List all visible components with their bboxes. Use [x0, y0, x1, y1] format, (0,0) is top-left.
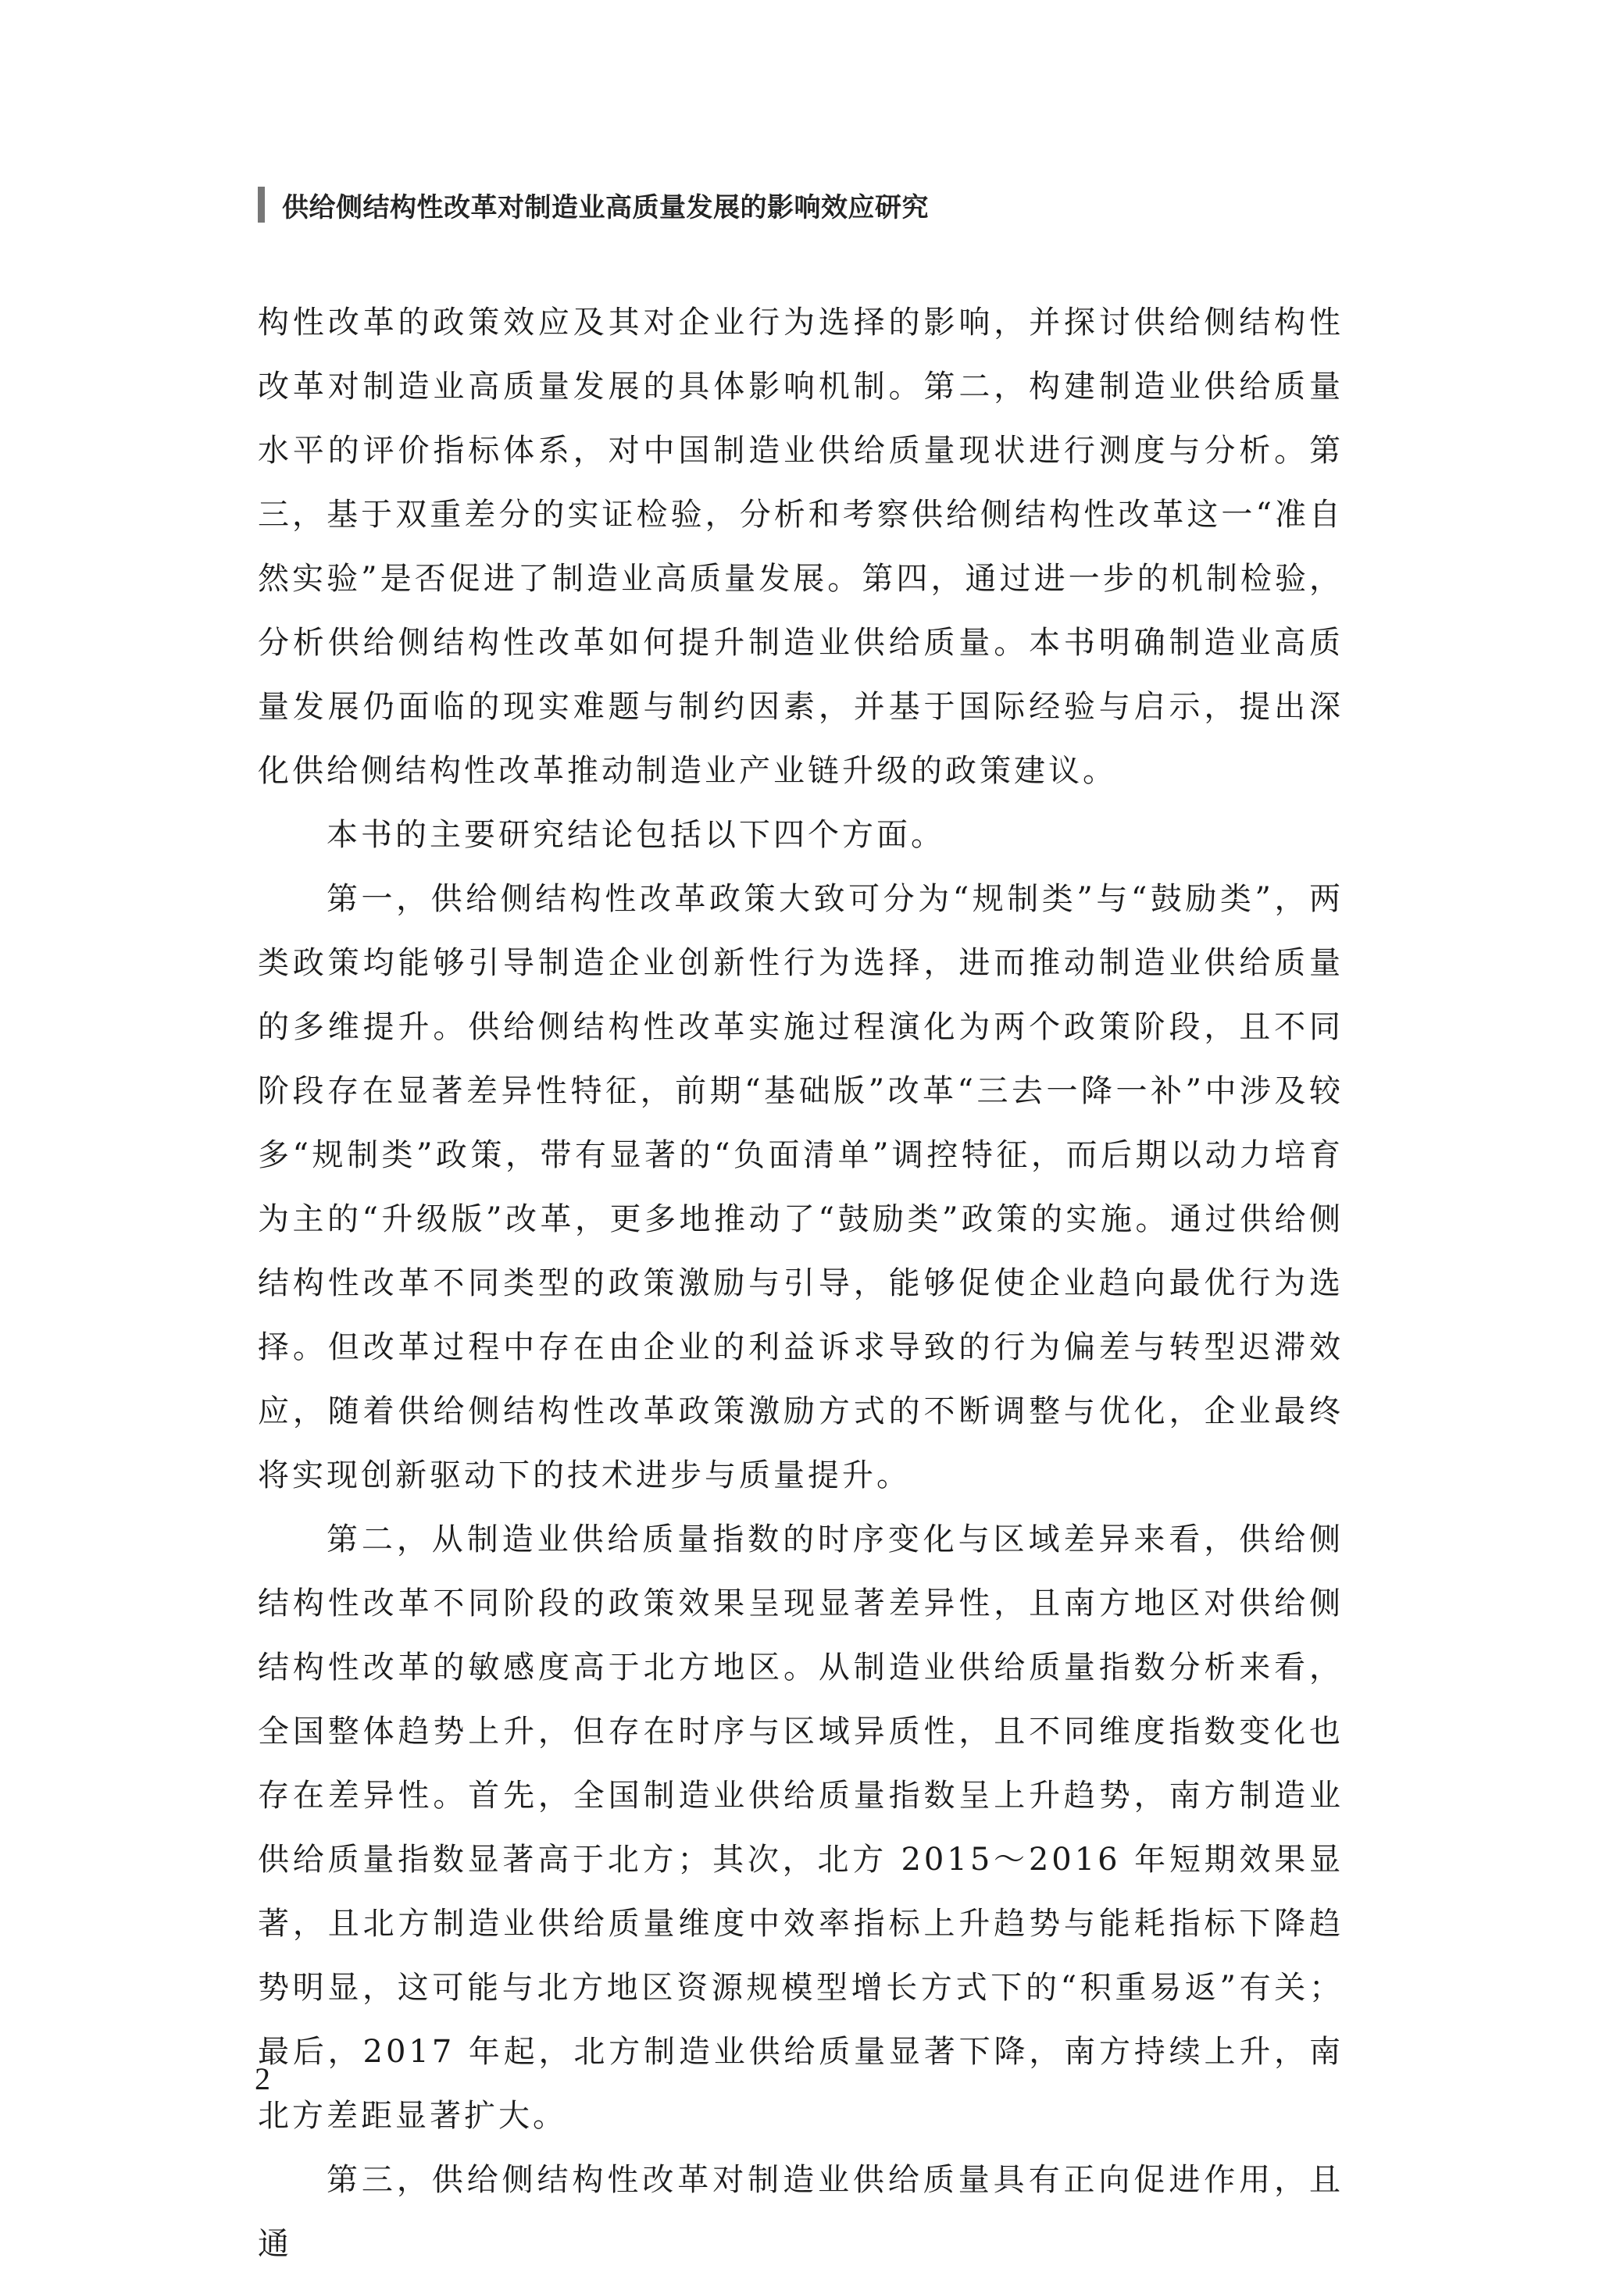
body-paragraph: 本书的主要研究结论包括以下四个方面。	[327, 817, 945, 853]
running-header-title: 供给侧结构性改革对制造业高质量发展的影响效应研究	[282, 191, 929, 223]
body-paragraph: 第三，供给侧结构性改革对制造业供给质量具有正向促进作用，且通	[258, 2162, 1344, 2262]
page-body	[258, 291, 1344, 2276]
header-accent-bar	[258, 187, 265, 223]
body-paragraph: 第一，供给侧结构性改革政策大致可分为“规制类”与“鼓励类”，两类政策均能够引导制造企业创新性行为选择，进而推动制造业供给质量的多维提升。供给侧结构性改革实施过程演化为两个政策阶段，且不同阶段存在显著差异性特征，前期“基础版”改革“三去一降一补”中涉及较多“规制类”政策，带有显著的“负面清单”调控特征，而后期以动力培育为主的“升级版”改革，更多地推动了“鼓励类”政策的实施。通过供给侧结构性改革不同类型的政策激励与引导，能够促使企业趋向最优行为选择。但改革过程中存在由企业的利益诉求导致的行为偏差与转型迟滞效应，随着供给侧结构性改革政策激励方式的不断调整与优化，企业最终将实现创新驱动下的技术进步与质量提升。	[258, 881, 1344, 1493]
body-paragraph: 第二，从制造业供给质量指数的时序变化与区域差异来看，供给侧结构性改革不同阶段的政策效果呈现显著差异性，且南方地区对供给侧结构性改革的敏感度高于北方地区。从制造业供给质量指数分析来看，全国整体趋势上升，但存在时序与区域异质性，且不同维度指数变化也存在差异性。首先，全国制造业供给质量指数呈上升趋势，南方制造业供给质量指数显著高于北方；其次，北方 2015～2016 年短期效果显著，且北方制造业供给质量维度中效率指标上升趋势与能耗指标下降趋势明显，这可能与北方地区资源规模型增长方式下的“积重易返”有关；最后，2017 年起，北方制造业供给质量显著下降，南方持续上升，南北方差距显著扩大。	[258, 1521, 1344, 2134]
body-paragraph-continued: 构性改革的政策效应及其对企业行为选择的影响，并探讨供给侧结构性改革对制造业高质量发展的具体影响机制。第二，构建制造业供给质量水平的评价指标体系，对中国制造业供给质量现状进行测度与分析。第三，基于双重差分的实证检验，分析和考察供给侧结构性改革这一“准自然实验”是否促进了制造业高质量发展。第四，通过进一步的机制检验，分析供给侧结构性改革如何提升制造业供给质量。本书明确制造业高质量发展仍面临的现实难题与制约因素，并基于国际经验与启示，提出深化供给侧结构性改革推动制造业产业链升级的政策建议。	[258, 305, 1344, 789]
running-header	[258, 186, 929, 223]
page-number: 2	[255, 2061, 270, 2096]
